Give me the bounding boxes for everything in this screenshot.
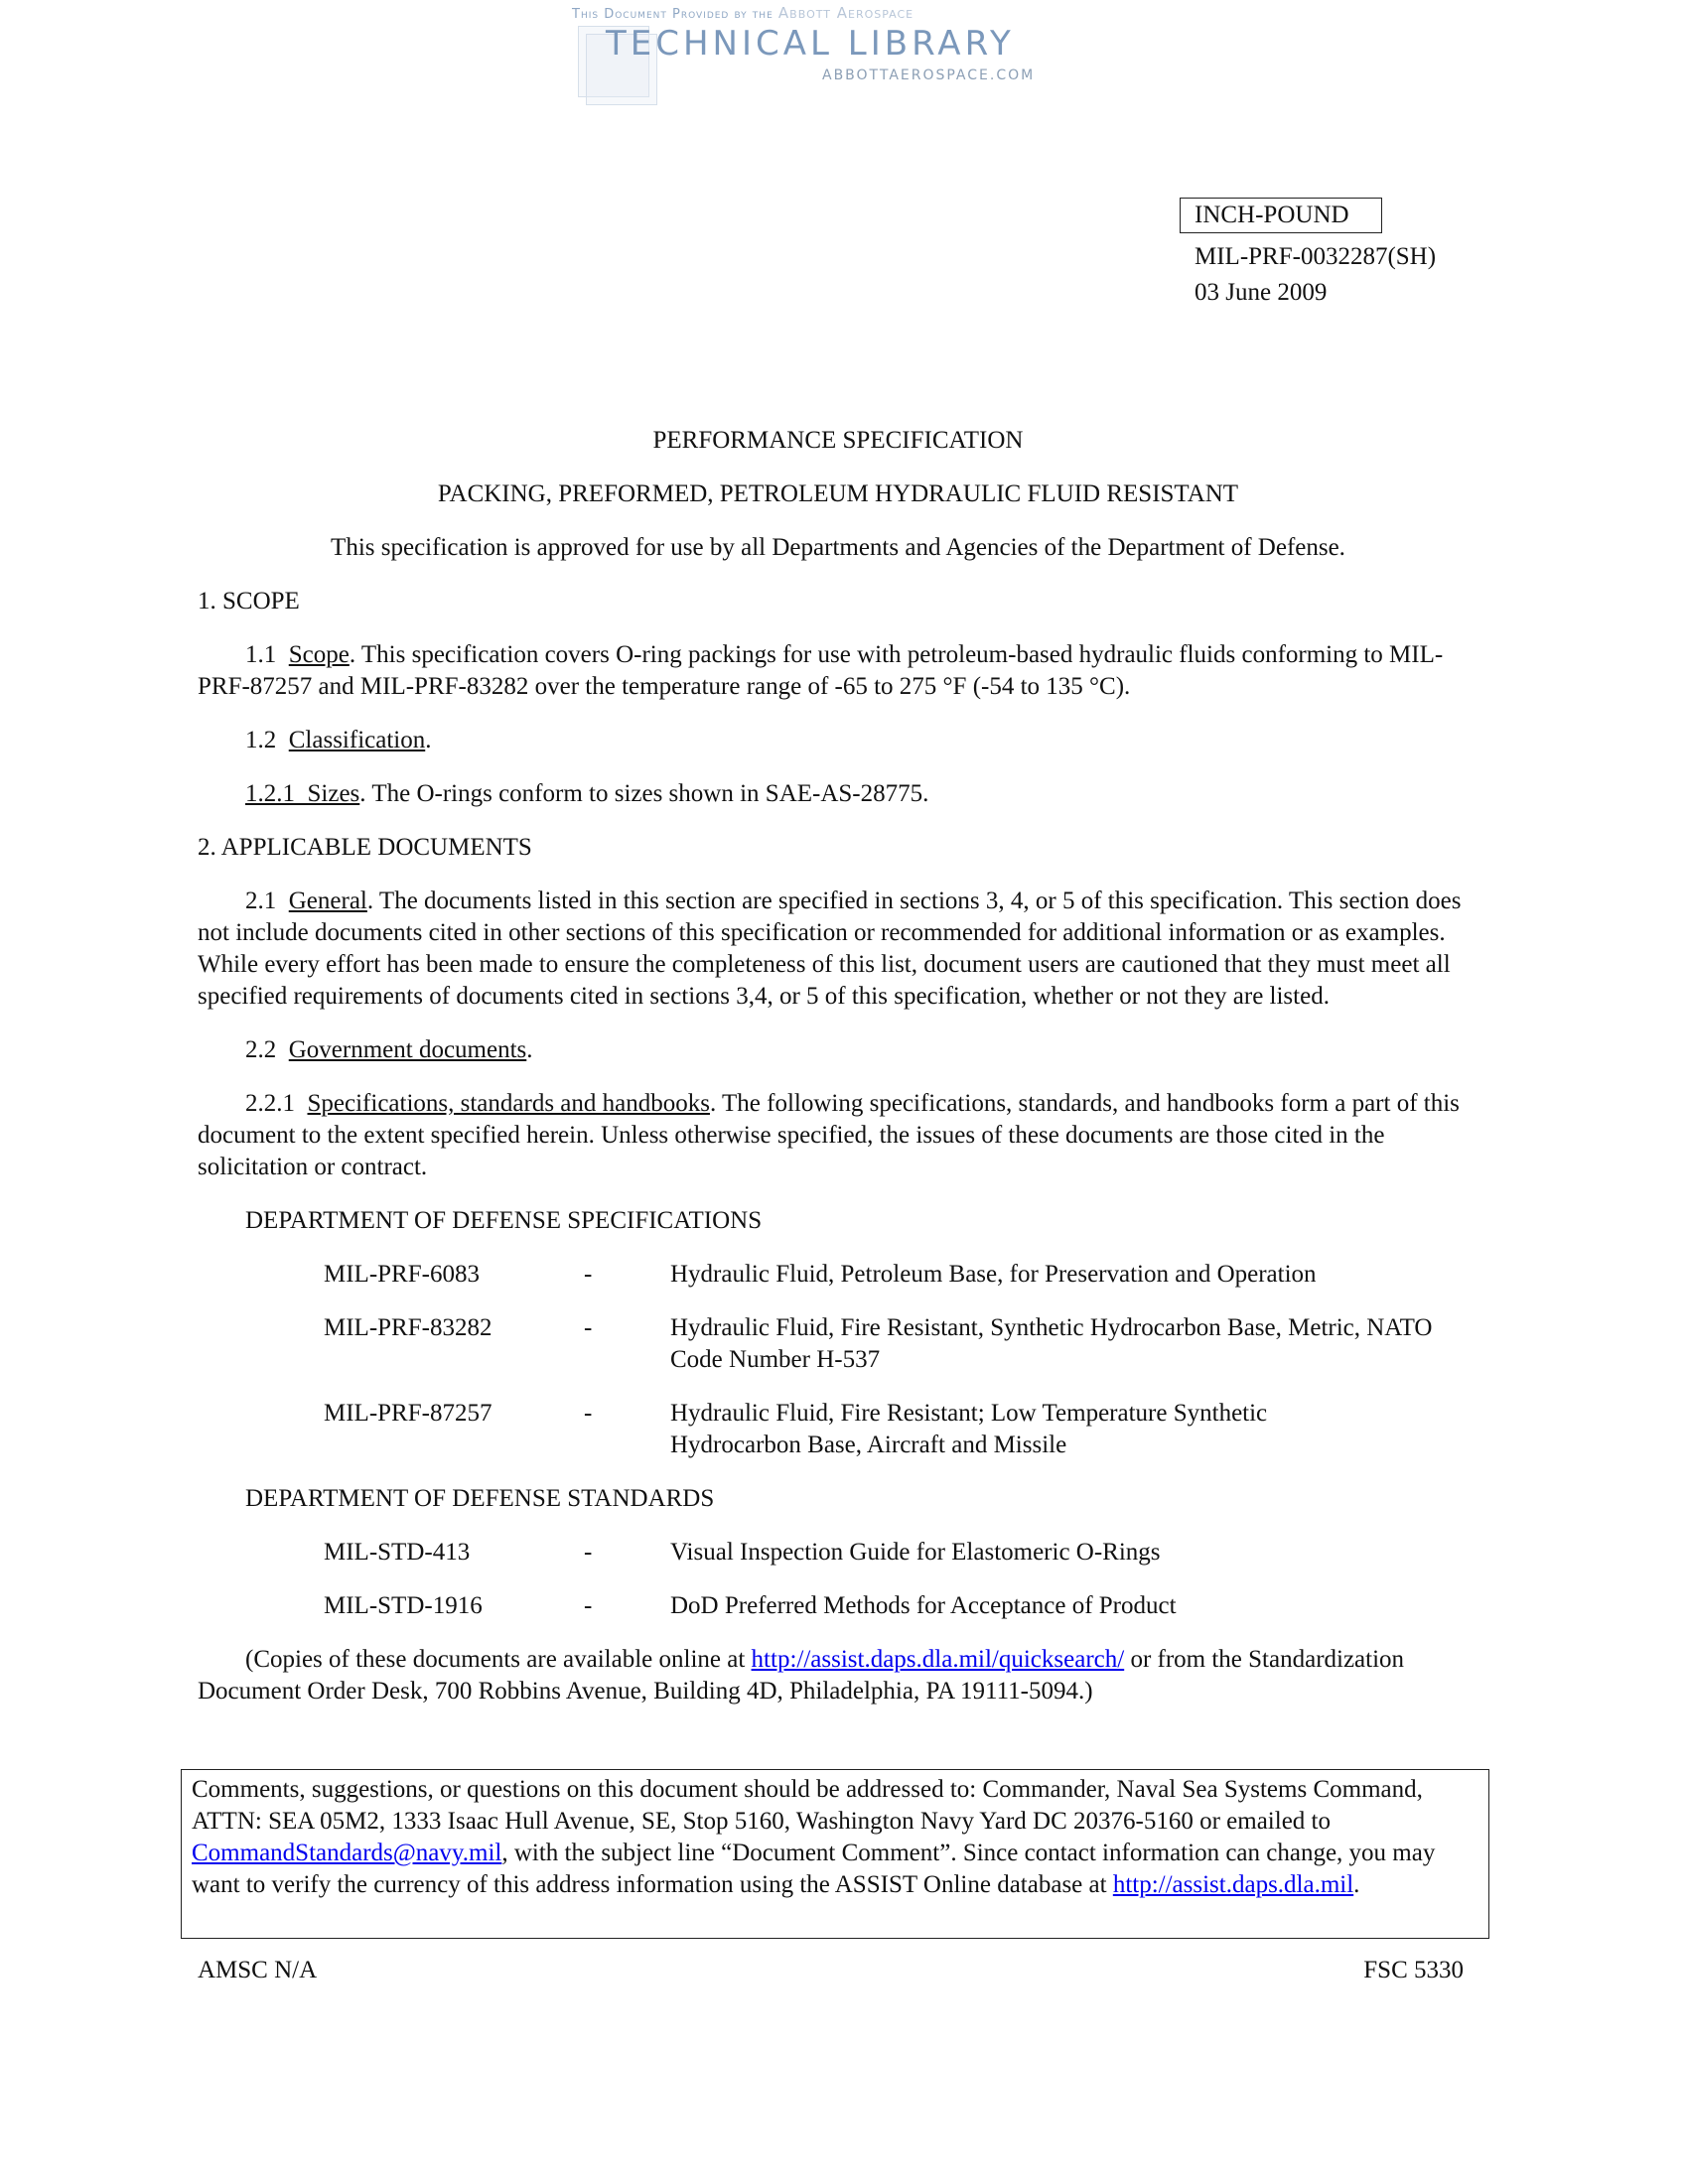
para-1-2: 1.2 Classification. — [245, 727, 432, 753]
section-2-heading: 2. APPLICABLE DOCUMENTS — [198, 834, 532, 861]
para-2-1: 2.1 General. The documents listed in this section are specified in sections 3, 4, or 5 of this specification. This section does not include documents cited in other sections of this specification or recommended for additional information or as examples. While every effort has been made to ensure the completeness of this list, document users are cautioned that they must meet all specified requirements of documents cited in sections 3,4, or 5 of this specification, whether or not they are listed. — [198, 887, 1462, 1010]
page-footer — [198, 1955, 1478, 1986]
unit-system-box: INCH-POUND — [1180, 198, 1382, 233]
doc-date: 03 June 2009 — [1195, 279, 1328, 306]
watermark-url: ABBOTTAEROSPACE.COM — [822, 68, 1036, 83]
watermark-title: TECHNICAL LIBRARY — [606, 24, 1015, 64]
para-1-1: 1.1 Scope. This specification covers O-ring packings for use with petroleum-based hydraulic fluids conforming to MIL-PRF-87257 and MIL-PRF-83282 over the temperature range of -65 to 275 °F (-54 to 135 °C). — [198, 641, 1444, 700]
spec-row: MIL-PRF-83282 - Hydraulic Fluid, Fire Resistant, Synthetic Hydrocarbon Base, Metric, NATO Code Number H-537 — [324, 1314, 1433, 1373]
spec-row: MIL-PRF-6083 - Hydraulic Fluid, Petroleum Base, for Preservation and Operation — [324, 1261, 1317, 1288]
doc-header — [1180, 198, 1497, 311]
email-link[interactable]: CommandStandards@navy.mil — [192, 1840, 502, 1866]
standard-row: MIL-STD-1916 - DoD Preferred Methods for Acceptance of Product — [324, 1592, 1177, 1619]
doc-subject: PACKING, PREFORMED, PETROLEUM HYDRAULIC FLUID RESISTANT — [437, 480, 1239, 507]
doc-number: MIL-PRF-0032287(SH) — [1195, 243, 1437, 270]
copies-note: (Copies of these documents are available online at http://assist.daps.dla.mil/quicksearch/ or from the Standardization Document Order Desk, 700 Robbins Avenue, Building 4D, Philadelphia, PA 19111-5094.) — [198, 1646, 1405, 1705]
spec-row: MIL-PRF-87257 - Hydraulic Fluid, Fire Resistant; Low Temperature Synthetic Hydrocarbon Base, Aircraft and Missile — [324, 1400, 1268, 1458]
para-1-2-1: 1.2.1 Sizes. The O-rings conform to sizes shown in SAE-AS-28775. — [245, 780, 929, 807]
approval-statement: This specification is approved for use by all Departments and Agencies of the Department of Defense. — [331, 534, 1345, 561]
standards-heading: DEPARTMENT OF DEFENSE STANDARDS — [245, 1485, 715, 1512]
amsc-label: AMSC N/A — [198, 1957, 318, 1983]
watermark-logo — [566, 4, 1082, 103]
document-body — [192, 425, 1478, 1986]
assist-quicksearch-link[interactable]: http://assist.daps.dla.mil/quicksearch/ — [751, 1646, 1125, 1673]
watermark-line1: This Document Provided by the Abbott Aerospace — [572, 4, 914, 22]
assist-link[interactable]: http://assist.daps.dla.mil — [1112, 1871, 1354, 1898]
standard-row: MIL-STD-413 - Visual Inspection Guide for Elastomeric O-Rings — [324, 1539, 1161, 1566]
specs-heading: DEPARTMENT OF DEFENSE SPECIFICATIONS — [245, 1207, 763, 1234]
section-1-heading: 1. SCOPE — [198, 588, 300, 614]
comments-box: Comments, suggestions, or questions on this document should be addressed to: Commander, Naval Sea Systems Command, ATTN: SEA 05M2, 1333 Isaac Hull Avenue, SE, Stop 5160, Washington Navy Yard DC 20376-5160 or emailed to CommandStandards@navy.mil, with the subject line “Document Comment”. Since contact information can change, you may want to verify the currency of this address information using the ASSIST Online database at http://assist.daps.dla.mil. — [181, 1769, 1489, 1939]
para-2-2-1: 2.2.1 Specifications, standards and handbooks. The following specifications, standards, and handbooks form a part of this document to the extent specified herein. Unless otherwise specified, the issues of these documents are those cited in the solicitation or contract. — [198, 1090, 1460, 1180]
fsc-label: FSC 5330 — [1363, 1957, 1464, 1983]
para-2-2: 2.2 Government documents. — [245, 1036, 533, 1063]
doc-type: PERFORMANCE SPECIFICATION — [652, 427, 1024, 454]
